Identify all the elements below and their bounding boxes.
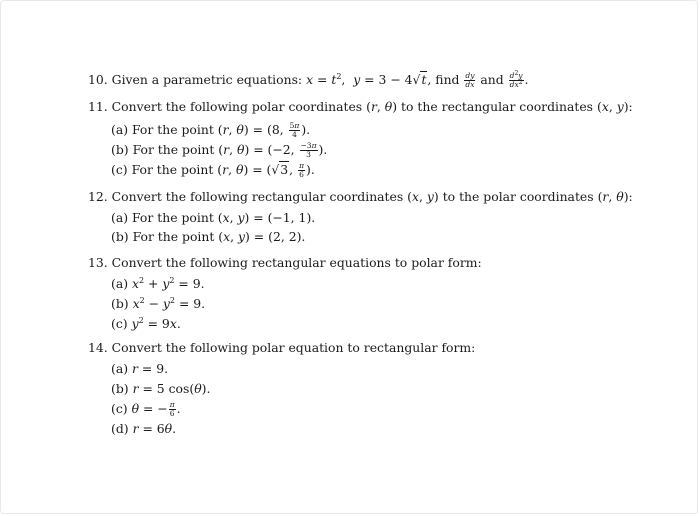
problem-number: 14. xyxy=(88,340,108,355)
problem-number: 12. xyxy=(88,189,108,204)
problem-number: 13. xyxy=(88,255,108,270)
part-label: (c) xyxy=(111,401,128,416)
problem-number: 10. xyxy=(88,72,108,87)
problem-13-part-a: (a) $x^2 + y^2 = 9$. xyxy=(111,276,205,291)
problem-10: 10. Given a parametric equations: $x = t^2$, y = 3 − 4√t, find $\frac{dy}{dx}$ and $\frac{d^2y}{dx^2}$ . xyxy=(88,70,529,89)
part-label: (b) xyxy=(111,142,129,157)
problem-12-part-b: (b) For the point (x, y) = (2, 2). xyxy=(111,229,306,244)
part-label: (a) xyxy=(111,361,129,376)
part-label: (a) xyxy=(111,276,129,291)
part-label: (c) xyxy=(111,162,128,177)
problem-12: 12. Convert the following rectangular coordinates (x, y) to the polar coordinates (r, θ): xyxy=(88,189,633,204)
problem-text: Convert the following rectangular equations to polar form: xyxy=(111,255,482,270)
problem-text: Convert the following rectangular coordinates xyxy=(111,189,408,204)
first-derivative: $\frac{dy}{dx}$ xyxy=(465,71,475,89)
part-label: (b) xyxy=(111,296,129,311)
problem-text: Convert the following polar equation to rectangular form: xyxy=(111,340,476,355)
problem-11-part-b: (b) For the point (r, θ) = (−2, $\frac{-3\pi}{3}$ ). xyxy=(111,141,328,159)
part-label: (c) xyxy=(111,316,128,331)
problem-13-part-c: (c) $y^2 = 9x$. xyxy=(111,316,181,331)
problem-number: 11. xyxy=(88,99,108,114)
part-label: (a) xyxy=(111,210,129,225)
problem-11: 11. Convert the following polar coordinates (r, θ) to the rectangular coordinates (x, y): xyxy=(88,99,633,114)
problem-11-part-c: (c) For the point (r, θ) = (√3, $\frac{\pi}{6}$ ). xyxy=(111,161,315,179)
problem-13-part-b: (b) $x^2 - y^2 = 9$. xyxy=(111,296,206,311)
problem-text: Convert the following polar coordinates xyxy=(111,99,367,114)
problem-13 xyxy=(88,255,482,271)
problem-14-part-d: (d) r = 6θ. xyxy=(111,421,177,436)
problem-text: Given a parametric equations: xyxy=(111,72,307,87)
problem-14-part-b: (b) r = 5 cos(θ). xyxy=(111,381,211,396)
part-label: (b) xyxy=(111,381,129,396)
equations: $x = t^2$, y = 3 − 4√t xyxy=(306,72,427,87)
problem-14 xyxy=(88,340,475,356)
problem-11-part-a: (a) For the point (r, θ) = (8, $\frac{5\pi}{4}$ ). xyxy=(111,121,311,139)
second-derivative: $\frac{d^2y}{dx^2}$ xyxy=(509,70,523,89)
part-label: (d) xyxy=(111,421,129,436)
problem-14-part-c: (c) θ = − $\frac{\pi}{6}$ . xyxy=(111,400,181,418)
part-label: (b) xyxy=(111,229,129,244)
problem-14-part-a: (a) r = 9. xyxy=(111,361,169,376)
problem-12-part-a: (a) For the point (x, y) = (−1, 1). xyxy=(111,210,316,225)
part-label: (a) xyxy=(111,122,129,137)
